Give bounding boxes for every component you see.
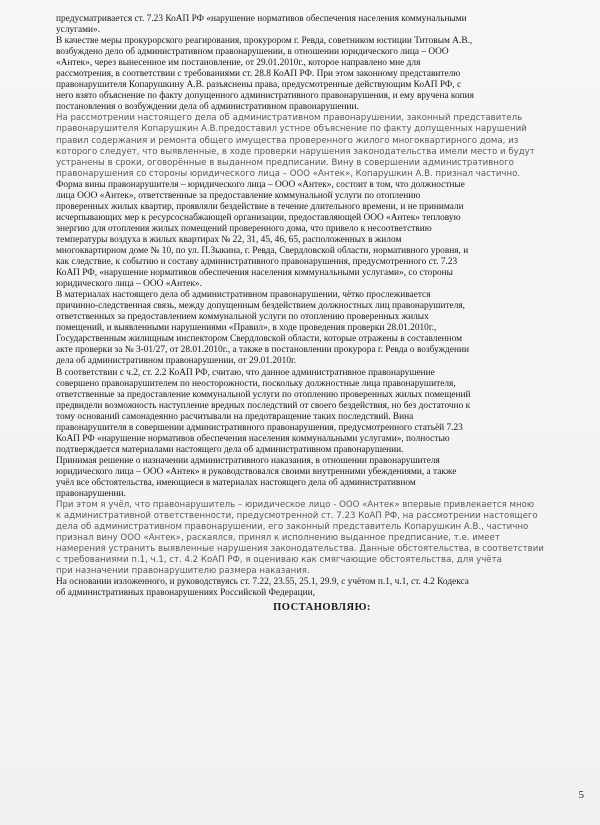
paragraph-intro-continuation: предусматривается ст. 7.23 КоАП РФ «нарушение нормативов обеспечения населения коммунальными услугами». bbox=[56, 14, 467, 36]
paragraph-prosecutor-response: В качестве меры прокурорского реагирования, прокурором г. Ревда, советником юстиции Титовым А.В., возбуждено дело об административном правонарушении, в отношении юридического лица – ООО «Антек», через вынесенное им постановление, от 29.01.2010г., которое направлено мне для рассмотрения, в соответствии с требованиями ст. 28.8 КоАП РФ. При этом законному представителю правонарушителя Копарушкину А.В. разъяснены права, предусмотренные действующим КоАП РФ, с него взято объяснение по факту допущенного административного правонарушения, и ему вручена копия постановления о возбуждении дела об административном правонарушении. bbox=[56, 36, 474, 113]
paragraph-form-of-guilt: Форма вины правонарушителя – юридического лица – ООО «Антек», состоит в том, что должностные лица ООО «Антек», ответственные за предоставление коммунальной услуги по отоплению проверенных жилых квартир, проявляли бездействие в течение длительного времени, и не принимали исчерпывающих мер к ресурсоснабжающей организации, предоставляющей ООО «Антек» тепловую энергию для отопления жилых помещений проверенного дома, что привело к несоответствию температуры воздуха в жилых квартирах № 22, 31, 45, 46, 65, расположенных в жилом многоквартирном доме № 10, по ул. П.Зыкина, г. Ревда, Свердловской области, нормативного уровня, и как следствие, к событию и составу административного правонарушения, предусмотренного ст. 7.23 КоАП РФ, «нарушение нормативов обеспечения населения коммунальными услугами», со стороны юридического лица – ООО «Антек». bbox=[56, 179, 469, 290]
paragraph-causal-link: В материалах настоящего дела об административном правонарушении, чётко прослеживается причинно-следственная связь, между допущенным бездействием должностных лиц правонарушителя, ответственных за предоставлением коммунальной услуги по отоплению проверенных жилых помещений, и выявленными нарушениями «Правил», в ходе проведения проверки 28.01.2010г., Государственным жилищным инспектором Свердловской области, которые отражены в составленном акте проверки за № 3-01/27, от 28.01.2010г., а также в постановлении прокурора г. Ревда о возбуждении дела об административном правонарушении, от 29.01.2010г. bbox=[56, 290, 469, 367]
document-body bbox=[56, 14, 588, 613]
paragraph-penalty-decision: Принимая решение о назначении административного наказания, в отношении правонарушителя юридического лица – ООО «Антек» я руководствовался своими внутренними убеждениями, а также учёл все обстоятельства, имеющиеся в материалах настоящего дела об административном правонарушении. bbox=[56, 455, 457, 500]
paragraph-mitigating-circumstances: При этом я учёл, что правонарушитель – юридическое лицо - ООО «Антек» впервые привлекается мною к административной ответственности, предусмотренной ст. 7.23 КоАП РФ, на рассмотрении настоящего дела об административном правонарушении, его законный представитель Копарушкин А.В., частично признал вину ООО «Антек», раскаялся, принял к исполнению выданное предписание, т.е. имеет намерения устранить выявленные нарушения законодательства. Данные обстоятельства, в соответствии с требованиями п.1, ч.1, ст. 4.2 КоАП РФ, я оцениваю как смягчающие обстоятельства, для учёта при назначении правонарушителю размера наказания. bbox=[56, 500, 544, 577]
paragraph-case-consideration: На рассмотрении настоящего дела об административном правонарушении, законный представитель правонарушителя Копарушкин А.В.предоставил устное объяснение по факту допущенных нарушений правил содержания и ремонта общего имущества проверенного жилого многоквартирного дома, из которого следует, что выявленные, в ходе проверки нарушения законодательства имели место и будут устранены в сроки, оговорённые в выданном предписании. Вину в совершении административного правонарушения со стороны юридического лица – ООО «Антек», Копарушкин А.В. признал частично. bbox=[56, 113, 535, 179]
paragraph-legal-basis: На основании изложенного, и руководствуясь ст. 7.22, 23.55, 25.1, 29.9, с учётом п.1, ч.1, ст. 4.2 Кодекса об административных правонарушениях Российской Федерации, bbox=[56, 577, 469, 599]
resolution-heading: ПОСТАНОВЛЯЮ: bbox=[273, 602, 371, 614]
paragraph-negligence: В соответствии с ч.2, ст. 2.2 КоАП РФ, считаю, что данное административное правонарушение совершено правонарушителем по неосторожности, поскольку должностные лица правонарушителя, ответственные за предоставление коммунальной услуги по отоплению проверенных жилых помещений предвидели возможность наступление вредных последствий от своего бездействия, но без достаточно к тому оснований самонадеянно расчитывали на предотвращение таких последствий. Вина правонарушителя в совершении административного правонарушения, предусмотренного статьёй 7.23 КоАП РФ «нарушение нормативов обеспечения населения коммунальными услугами», полностью подтверждается материалами настоящего дела об административном правонарушении. bbox=[56, 367, 471, 455]
page-number: 5 bbox=[578, 789, 584, 801]
